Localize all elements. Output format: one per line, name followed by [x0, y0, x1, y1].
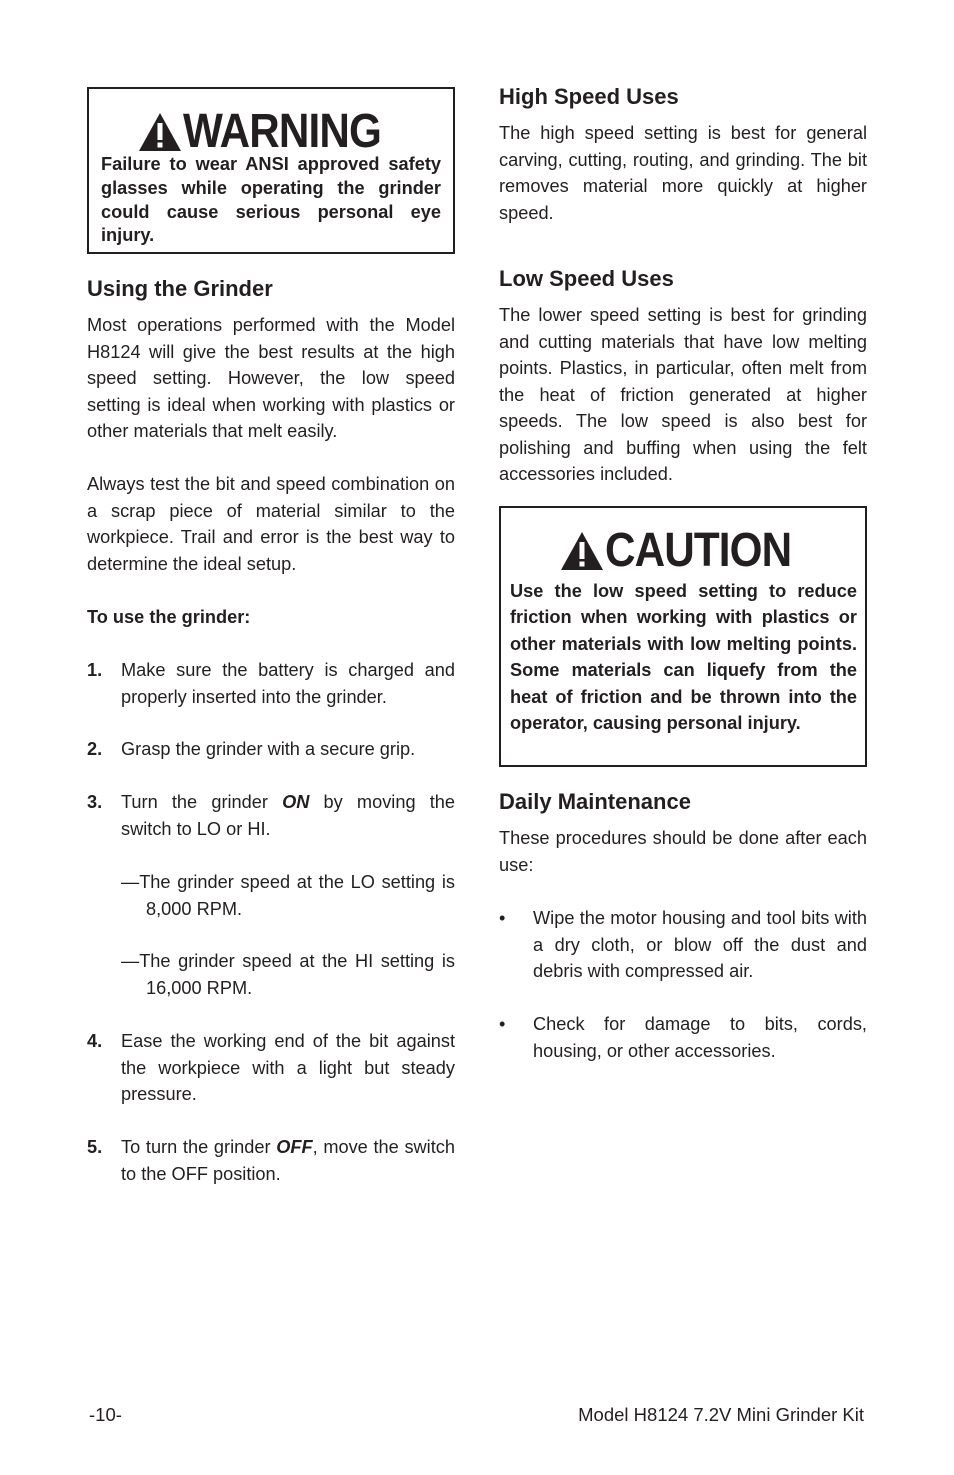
step-text-post: , move the switch to the OFF position. [121, 1137, 455, 1184]
bullet-text: Check for damage to bits, cords, housing, or other accessories. [533, 1014, 867, 1061]
warning-box [87, 87, 455, 254]
step-text: Make sure the battery is charged and properly inserted into the grinder. [121, 660, 455, 707]
step-emphasis: OFF [276, 1137, 313, 1157]
using-subheading: To use the grinder: [87, 607, 251, 627]
warning-word: WARNING [183, 105, 381, 158]
step-number: 2. [87, 739, 103, 759]
daily-maintenance-text: These procedures should be done after each use: [499, 828, 867, 875]
step-number: 1. [87, 660, 103, 680]
footer-model: Model H8124 7.2V Mini Grinder Kit [578, 1404, 864, 1425]
hi-speed-note: —The grinder speed at the HI setting is 16,000 RPM. [121, 951, 455, 998]
step-2 [87, 736, 455, 763]
maintenance-bullet-1 [499, 905, 867, 985]
step-text: Grasp the grinder with a secure grip. [121, 739, 416, 759]
using-paragraph-1: Most operations performed with the Model H8124 will give the best results at the high speed setting. However, the low speed setting is ideal when working with plastics or other materials that melt easily. [87, 315, 455, 441]
maintenance-bullet-2 [499, 1011, 867, 1064]
step-emphasis: ON [282, 792, 310, 812]
step-number: 4. [87, 1031, 103, 1051]
caution-box [499, 506, 867, 767]
step-4 [87, 1028, 455, 1108]
step-text-pre: Turn the grinder [121, 792, 283, 812]
step-number: 5. [87, 1137, 103, 1157]
using-paragraph-2: Always test the bit and speed combination on a scrap piece of material similar to the workpiece. Trail and error is the best way to determine the ideal setup. [87, 474, 455, 574]
step-text: Ease the working end of the bit against the workpiece with a light but steady pressure. [121, 1031, 455, 1104]
warning-text: Failure to wear ANSI approved safety glasses while operating the grinder could cause serious personal eye injury. [101, 154, 441, 246]
warning-header [89, 107, 453, 157]
step-1 [87, 657, 455, 710]
caution-word: CAUTION [605, 524, 792, 577]
step-number: 3. [87, 792, 103, 812]
using-heading: Using the Grinder [87, 276, 273, 301]
caution-triangle-icon [559, 530, 605, 572]
page-number: -10- [89, 1404, 122, 1425]
step-text [121, 789, 455, 842]
step-text-post: by moving the switch to LO or HI. [121, 792, 455, 839]
step-5 [87, 1134, 455, 1187]
caution-header [501, 526, 865, 576]
warning-triangle-icon [137, 111, 183, 153]
high-speed-heading: High Speed Uses [499, 84, 679, 109]
high-speed-text: The high speed setting is best for general carving, cutting, routing, and grinding. The bit removes material more quickly at higher speed. [499, 123, 867, 223]
step-text-pre: To turn the grinder [121, 1137, 277, 1157]
step-3 [87, 789, 455, 842]
low-speed-heading: Low Speed Uses [499, 266, 674, 291]
daily-maintenance-heading: Daily Maintenance [499, 789, 691, 814]
bullet-icon: • [499, 908, 506, 928]
caution-text: Use the low speed setting to reduce friction when working with plastics or other materials with low melting points. Some materials can liquefy from the heat of friction and be thrown into the operator, causing personal injury. [510, 581, 857, 734]
step-text [121, 1134, 455, 1187]
lo-speed-note: —The grinder speed at the LO setting is 8,000 RPM. [121, 872, 455, 919]
low-speed-text: The lower speed setting is best for grinding and cutting materials that have low melting points. Plastics, in particular, often melt from the heat of friction generated at higher speeds. The low speed is also best for polishing and buffing when using the felt accessories included. [499, 305, 867, 484]
bullet-text: Wipe the motor housing and tool bits with a dry cloth, or blow off the dust and debris with compressed air. [533, 908, 867, 981]
bullet-icon: • [499, 1014, 506, 1034]
